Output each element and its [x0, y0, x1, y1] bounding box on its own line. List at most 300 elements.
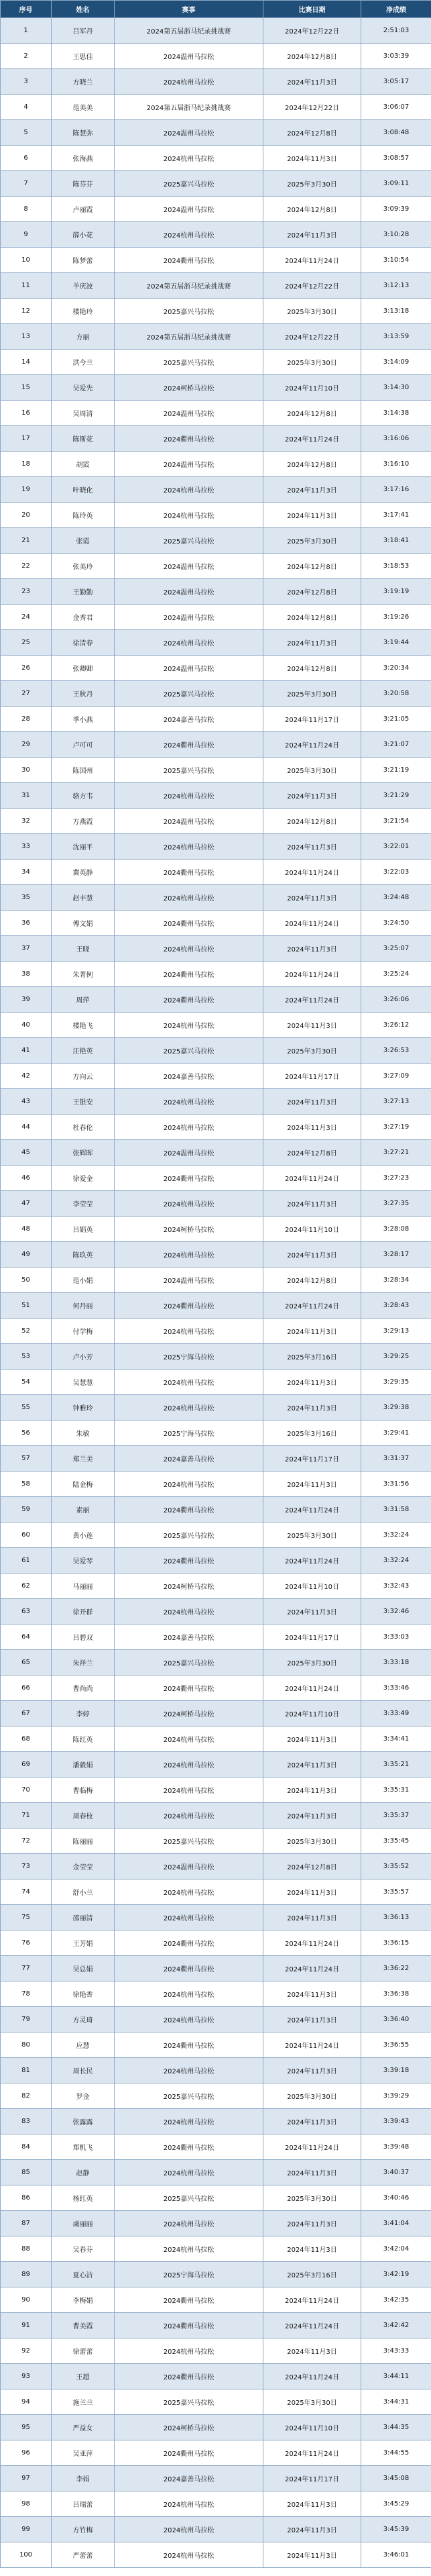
net-time-cell: 3:36:15 [361, 1930, 431, 1956]
event-cell: 2024温州马拉松 [115, 605, 263, 630]
net-time-cell: 3:28:17 [361, 1242, 431, 1268]
rank-cell: 72 [1, 1828, 52, 1854]
net-time-cell: 3:27:19 [361, 1115, 431, 1140]
rank-cell: 29 [1, 732, 52, 758]
table-row [1, 1828, 431, 1854]
table-row [1, 171, 431, 197]
name-cell: 曹尚尚 [52, 1676, 115, 1701]
date-cell: 2024年11月3日 [263, 630, 361, 656]
name-cell: 李娟 [52, 2466, 115, 2491]
rank-cell: 96 [1, 2440, 52, 2466]
name-cell: 陈丽丽 [52, 1828, 115, 1854]
net-time-cell: 3:44:55 [361, 2440, 431, 2466]
event-cell: 2024杭州马拉松 [115, 1191, 263, 1217]
net-time-cell: 3:28:43 [361, 1293, 431, 1319]
net-time-cell: 3:35:31 [361, 1778, 431, 1803]
net-time-cell: 3:32:24 [361, 1523, 431, 1548]
net-time-cell: 3:09:11 [361, 171, 431, 197]
event-cell: 2024温州马拉松 [115, 1140, 263, 1166]
event-cell: 2024衢州马拉松 [115, 1497, 263, 1523]
table-row [1, 1854, 431, 1879]
event-cell: 2025嘉兴马拉松 [115, 758, 263, 783]
event-cell: 2024衢州马拉松 [115, 2364, 263, 2389]
name-cell: 沈丽平 [52, 834, 115, 860]
table-row [1, 1497, 431, 1523]
date-cell: 2024年11月3日 [263, 503, 361, 528]
table-row [1, 146, 431, 171]
date-cell: 2024年12月8日 [263, 1140, 361, 1166]
event-cell: 2024杭州马拉松 [115, 1905, 263, 1930]
date-cell: 2024年11月3日 [263, 885, 361, 911]
table-row [1, 1879, 431, 1905]
rank-cell: 68 [1, 1727, 52, 1752]
date-cell: 2024年11月24日 [263, 732, 361, 758]
event-cell: 2025嘉兴马拉松 [115, 681, 263, 707]
event-cell: 2024杭州马拉松 [115, 1752, 263, 1778]
event-cell: 2024杭州马拉松 [115, 1370, 263, 1395]
net-time-cell: 3:33:49 [361, 1701, 431, 1727]
rank-cell: 99 [1, 2517, 52, 2542]
table-row [1, 834, 431, 860]
rank-cell: 56 [1, 1421, 52, 1446]
event-cell: 2024杭州马拉松 [115, 1013, 263, 1038]
table-row [1, 477, 431, 503]
table-row [1, 2007, 431, 2032]
net-time-cell: 3:26:12 [361, 1013, 431, 1038]
rank-cell: 6 [1, 146, 52, 171]
table-row [1, 2364, 431, 2389]
date-cell: 2024年11月17日 [263, 1625, 361, 1650]
rank-cell: 80 [1, 2032, 52, 2058]
name-cell: 周春枝 [52, 1803, 115, 1828]
rank-cell: 3 [1, 69, 52, 95]
event-cell: 2024杭州马拉松 [115, 1115, 263, 1140]
rank-cell: 89 [1, 2262, 52, 2287]
event-cell: 2024杭州马拉松 [115, 1778, 263, 1803]
net-time-cell: 3:35:57 [361, 1879, 431, 1905]
name-cell: 陈斯花 [52, 426, 115, 452]
date-cell: 2024年11月24日 [263, 2134, 361, 2160]
table-row [1, 2466, 431, 2491]
table-row [1, 554, 431, 579]
net-time-cell: 3:25:07 [361, 936, 431, 962]
name-cell: 徐清春 [52, 630, 115, 656]
name-cell: 吴春芬 [52, 2236, 115, 2262]
date-cell: 2025年3月30日 [263, 2185, 361, 2211]
event-cell: 2024衢州马拉松 [115, 2032, 263, 2058]
net-time-cell: 3:17:16 [361, 477, 431, 503]
date-cell: 2024年11月3日 [263, 2338, 361, 2364]
table-row [1, 1191, 431, 1217]
event-cell: 2025宁海马拉松 [115, 1344, 263, 1370]
rank-cell: 88 [1, 2236, 52, 2262]
date-cell: 2024年11月10日 [263, 375, 361, 401]
event-cell: 2024衢州马拉松 [115, 1956, 263, 1981]
net-time-cell: 3:46:01 [361, 2542, 431, 2568]
name-cell: 张霞 [52, 528, 115, 554]
rank-cell: 4 [1, 95, 52, 120]
net-time-cell: 3:12:13 [361, 273, 431, 299]
event-cell: 2024杭州马拉松 [115, 783, 263, 809]
event-cell: 2024温州马拉松 [115, 120, 263, 146]
rank-cell: 14 [1, 350, 52, 375]
table-row [1, 273, 431, 299]
net-time-cell: 3:39:43 [361, 2109, 431, 2134]
table-row [1, 732, 431, 758]
net-time-cell: 3:26:53 [361, 1038, 431, 1064]
rank-cell: 84 [1, 2134, 52, 2160]
table-row [1, 2058, 431, 2083]
name-cell: 张卿卿 [52, 656, 115, 681]
name-cell: 吴周清 [52, 401, 115, 426]
date-cell: 2024年11月3日 [263, 2517, 361, 2542]
table-row [1, 299, 431, 324]
date-cell: 2024年11月17日 [263, 2466, 361, 2491]
rank-cell: 97 [1, 2466, 52, 2491]
name-cell: 吕娟英 [52, 1217, 115, 1242]
name-cell: 方灵琦 [52, 2007, 115, 2032]
date-cell: 2024年12月8日 [263, 605, 361, 630]
event-cell: 2025嘉兴马拉松 [115, 2185, 263, 2211]
event-cell: 2024温州马拉松 [115, 554, 263, 579]
rank-cell: 81 [1, 2058, 52, 2083]
rank-cell: 11 [1, 273, 52, 299]
name-cell: 赵静 [52, 2160, 115, 2185]
net-time-cell: 3:42:19 [361, 2262, 431, 2287]
name-cell: 王勤勤 [52, 579, 115, 605]
table-row [1, 2160, 431, 2185]
date-cell: 2024年11月3日 [263, 1115, 361, 1140]
event-cell: 2024杭州马拉松 [115, 477, 263, 503]
event-cell: 2024杭州马拉松 [115, 1803, 263, 1828]
name-cell: 张露露 [52, 2109, 115, 2134]
table-row [1, 1981, 431, 2007]
date-cell: 2024年11月3日 [263, 1879, 361, 1905]
rank-cell: 15 [1, 375, 52, 401]
name-cell: 陈红英 [52, 1727, 115, 1752]
net-time-cell: 3:21:19 [361, 758, 431, 783]
date-cell: 2025年3月30日 [263, 299, 361, 324]
net-time-cell: 3:35:37 [361, 1803, 431, 1828]
date-cell: 2024年11月3日 [263, 1727, 361, 1752]
event-cell: 2024杭州马拉松 [115, 2058, 263, 2083]
rank-cell: 73 [1, 1854, 52, 1879]
rank-cell: 53 [1, 1344, 52, 1370]
date-cell: 2025年3月30日 [263, 758, 361, 783]
name-cell: 卢小芳 [52, 1344, 115, 1370]
table-row [1, 2338, 431, 2364]
date-cell: 2024年11月3日 [263, 1013, 361, 1038]
date-cell: 2024年12月8日 [263, 401, 361, 426]
net-time-cell: 3:32:46 [361, 1599, 431, 1625]
rank-cell: 38 [1, 962, 52, 987]
rank-cell: 70 [1, 1778, 52, 1803]
name-cell: 严蕾蕾 [52, 2542, 115, 2568]
rank-cell: 17 [1, 426, 52, 452]
table-row [1, 18, 431, 44]
rank-cell: 25 [1, 630, 52, 656]
name-cell: 朱菁例 [52, 962, 115, 987]
name-cell: 陈慧弥 [52, 120, 115, 146]
net-time-cell: 3:20:34 [361, 656, 431, 681]
table-row [1, 1599, 431, 1625]
name-cell: 薛小花 [52, 222, 115, 248]
table-row [1, 1064, 431, 1089]
date-cell: 2025年3月30日 [263, 681, 361, 707]
table-row [1, 2287, 431, 2313]
event-cell: 2024第五届浙马纪录挑战赛 [115, 95, 263, 120]
header-event: 赛事 [115, 1, 263, 18]
date-cell: 2024年11月24日 [263, 1548, 361, 1574]
name-cell: 冀英静 [52, 860, 115, 885]
net-time-cell: 3:31:37 [361, 1446, 431, 1472]
event-cell: 2024杭州马拉松 [115, 2517, 263, 2542]
net-time-cell: 3:35:52 [361, 1854, 431, 1879]
name-cell: 郑机飞 [52, 2134, 115, 2160]
event-cell: 2024衢州马拉松 [115, 1293, 263, 1319]
event-cell: 2025嘉兴马拉松 [115, 1650, 263, 1676]
table-row [1, 2032, 431, 2058]
table-row [1, 656, 431, 681]
date-cell: 2025年3月16日 [263, 1344, 361, 1370]
rank-cell: 26 [1, 656, 52, 681]
rank-cell: 49 [1, 1242, 52, 1268]
name-cell: 楼艳飞 [52, 1013, 115, 1038]
net-time-cell: 3:42:35 [361, 2287, 431, 2313]
table-row [1, 120, 431, 146]
date-cell: 2024年11月24日 [263, 1956, 361, 1981]
name-cell: 吴亚萍 [52, 2440, 115, 2466]
table-row [1, 2440, 431, 2466]
name-cell: 陈梦蕾 [52, 248, 115, 273]
rank-cell: 83 [1, 2109, 52, 2134]
rank-cell: 18 [1, 452, 52, 477]
table-row [1, 2313, 431, 2338]
name-cell: 羊庆波 [52, 273, 115, 299]
rank-cell: 57 [1, 1446, 52, 1472]
rank-cell: 67 [1, 1701, 52, 1727]
event-cell: 2024衢州马拉松 [115, 2313, 263, 2338]
net-time-cell: 3:10:54 [361, 248, 431, 273]
name-cell: 钟雅玲 [52, 1395, 115, 1421]
date-cell: 2024年11月3日 [263, 1370, 361, 1395]
name-cell: 曹临梅 [52, 1778, 115, 1803]
net-time-cell: 3:33:18 [361, 1650, 431, 1676]
rank-cell: 61 [1, 1548, 52, 1574]
table-row [1, 1930, 431, 1956]
rank-cell: 59 [1, 1497, 52, 1523]
net-time-cell: 3:20:58 [361, 681, 431, 707]
date-cell: 2024年11月24日 [263, 2440, 361, 2466]
event-cell: 2024杭州马拉松 [115, 2236, 263, 2262]
date-cell: 2024年12月8日 [263, 554, 361, 579]
header-date: 比赛日期 [263, 1, 361, 18]
name-cell: 杨红英 [52, 2185, 115, 2211]
table-row [1, 911, 431, 936]
date-cell: 2024年11月24日 [263, 1497, 361, 1523]
name-cell: 罗金 [52, 2083, 115, 2109]
event-cell: 2024衢州马拉松 [115, 248, 263, 273]
rank-cell: 28 [1, 707, 52, 732]
date-cell: 2024年11月3日 [263, 834, 361, 860]
date-cell: 2024年11月17日 [263, 1064, 361, 1089]
date-cell: 2025年3月16日 [263, 2262, 361, 2287]
date-cell: 2024年11月3日 [263, 146, 361, 171]
rank-cell: 1 [1, 18, 52, 44]
table-row [1, 681, 431, 707]
rank-cell: 21 [1, 528, 52, 554]
header-name: 姓名 [52, 1, 115, 18]
event-cell: 2024杭州马拉松 [115, 1472, 263, 1497]
table-row [1, 1523, 431, 1548]
date-cell: 2024年11月3日 [263, 1395, 361, 1421]
date-cell: 2024年11月3日 [263, 783, 361, 809]
rank-cell: 10 [1, 248, 52, 273]
table-row [1, 426, 431, 452]
event-cell: 2024杭州马拉松 [115, 2211, 263, 2236]
name-cell: 曹美霞 [52, 2313, 115, 2338]
name-cell: 虞丽丽 [52, 2211, 115, 2236]
event-cell: 2024温州马拉松 [115, 197, 263, 222]
name-cell: 方向云 [52, 1064, 115, 1089]
rank-cell: 2 [1, 44, 52, 69]
date-cell: 2024年11月10日 [263, 2415, 361, 2440]
name-cell: 张辉晖 [52, 1140, 115, 1166]
date-cell: 2024年12月8日 [263, 579, 361, 605]
name-cell: 叶晓化 [52, 477, 115, 503]
date-cell: 2024年11月24日 [263, 2313, 361, 2338]
table-row [1, 1268, 431, 1293]
table-row [1, 452, 431, 477]
event-cell: 2025嘉兴马拉松 [115, 350, 263, 375]
net-time-cell: 3:45:29 [361, 2491, 431, 2517]
table-row [1, 987, 431, 1013]
net-time-cell: 3:18:53 [361, 554, 431, 579]
table-row [1, 1140, 431, 1166]
name-cell: 郑兰美 [52, 1446, 115, 1472]
net-time-cell: 3:40:46 [361, 2185, 431, 2211]
net-time-cell: 3:27:23 [361, 1166, 431, 1191]
event-cell: 2024柯桥马拉松 [115, 1701, 263, 1727]
name-cell: 胡霞 [52, 452, 115, 477]
date-cell: 2024年11月24日 [263, 860, 361, 885]
event-cell: 2024杭州马拉松 [115, 630, 263, 656]
table-row [1, 962, 431, 987]
name-cell: 朱敏 [52, 1421, 115, 1446]
name-cell: 应慧 [52, 2032, 115, 2058]
rank-cell: 98 [1, 2491, 52, 2517]
rank-cell: 34 [1, 860, 52, 885]
rank-cell: 54 [1, 1370, 52, 1395]
net-time-cell: 3:08:57 [361, 146, 431, 171]
date-cell: 2024年11月24日 [263, 1930, 361, 1956]
net-time-cell: 3:27:21 [361, 1140, 431, 1166]
date-cell: 2024年11月3日 [263, 1752, 361, 1778]
date-cell: 2025年3月30日 [263, 2389, 361, 2415]
rank-cell: 82 [1, 2083, 52, 2109]
net-time-cell: 3:36:40 [361, 2007, 431, 2032]
name-cell: 陆金梅 [52, 1472, 115, 1497]
net-time-cell: 3:43:33 [361, 2338, 431, 2364]
table-row [1, 2262, 431, 2287]
date-cell: 2024年12月8日 [263, 44, 361, 69]
net-time-cell: 3:31:56 [361, 1472, 431, 1497]
date-cell: 2024年11月17日 [263, 707, 361, 732]
table-row [1, 1446, 431, 1472]
name-cell: 邵丽清 [52, 1905, 115, 1930]
table-row [1, 1905, 431, 1930]
event-cell: 2024第五届浙马纪录挑战赛 [115, 18, 263, 44]
table-row [1, 1803, 431, 1828]
table-row [1, 1395, 431, 1421]
name-cell: 李婷 [52, 1701, 115, 1727]
net-time-cell: 3:19:26 [361, 605, 431, 630]
rank-cell: 32 [1, 809, 52, 834]
net-time-cell: 3:32:43 [361, 1574, 431, 1599]
rank-cell: 79 [1, 2007, 52, 2032]
name-cell: 李梅娟 [52, 2287, 115, 2313]
name-cell: 洪今兰 [52, 350, 115, 375]
table-row [1, 2236, 431, 2262]
rank-cell: 50 [1, 1268, 52, 1293]
name-cell: 吕瑞蕾 [52, 2491, 115, 2517]
date-cell: 2024年11月3日 [263, 1089, 361, 1115]
rank-cell: 95 [1, 2415, 52, 2440]
name-cell: 杜春伦 [52, 1115, 115, 1140]
net-time-cell: 3:09:39 [361, 197, 431, 222]
net-time-cell: 3:36:55 [361, 2032, 431, 2058]
date-cell: 2024年11月10日 [263, 1217, 361, 1242]
net-time-cell: 3:21:05 [361, 707, 431, 732]
date-cell: 2024年11月3日 [263, 1242, 361, 1268]
name-cell: 马丽丽 [52, 1574, 115, 1599]
date-cell: 2025年3月30日 [263, 350, 361, 375]
rank-cell: 55 [1, 1395, 52, 1421]
net-time-cell: 3:44:31 [361, 2389, 431, 2415]
date-cell: 2024年11月3日 [263, 222, 361, 248]
table-row [1, 248, 431, 273]
name-cell: 傅文娟 [52, 911, 115, 936]
date-cell: 2024年11月3日 [263, 2160, 361, 2185]
date-cell: 2024年12月8日 [263, 809, 361, 834]
rank-cell: 75 [1, 1905, 52, 1930]
date-cell: 2024年12月8日 [263, 452, 361, 477]
table-row [1, 2109, 431, 2134]
date-cell: 2024年11月3日 [263, 2109, 361, 2134]
date-cell: 2024年11月24日 [263, 248, 361, 273]
name-cell: 王思佳 [52, 44, 115, 69]
event-cell: 2024杭州马拉松 [115, 1089, 263, 1115]
event-cell: 2024温州马拉松 [115, 452, 263, 477]
net-time-cell: 3:33:46 [361, 1676, 431, 1701]
name-cell: 素丽 [52, 1497, 115, 1523]
event-cell: 2024杭州马拉松 [115, 2160, 263, 2185]
event-cell: 2025嘉兴马拉松 [115, 299, 263, 324]
event-cell: 2024温州马拉松 [115, 401, 263, 426]
table-row [1, 707, 431, 732]
net-time-cell: 3:39:48 [361, 2134, 431, 2160]
net-time-cell: 3:29:13 [361, 1319, 431, 1344]
net-time-cell: 3:29:25 [361, 1344, 431, 1370]
net-time-cell: 3:27:35 [361, 1191, 431, 1217]
event-cell: 2024柯桥马拉松 [115, 1217, 263, 1242]
table-row [1, 1676, 431, 1701]
name-cell: 张美玲 [52, 554, 115, 579]
table-row [1, 605, 431, 630]
table-row [1, 1548, 431, 1574]
name-cell: 方晓兰 [52, 69, 115, 95]
rank-cell: 69 [1, 1752, 52, 1778]
